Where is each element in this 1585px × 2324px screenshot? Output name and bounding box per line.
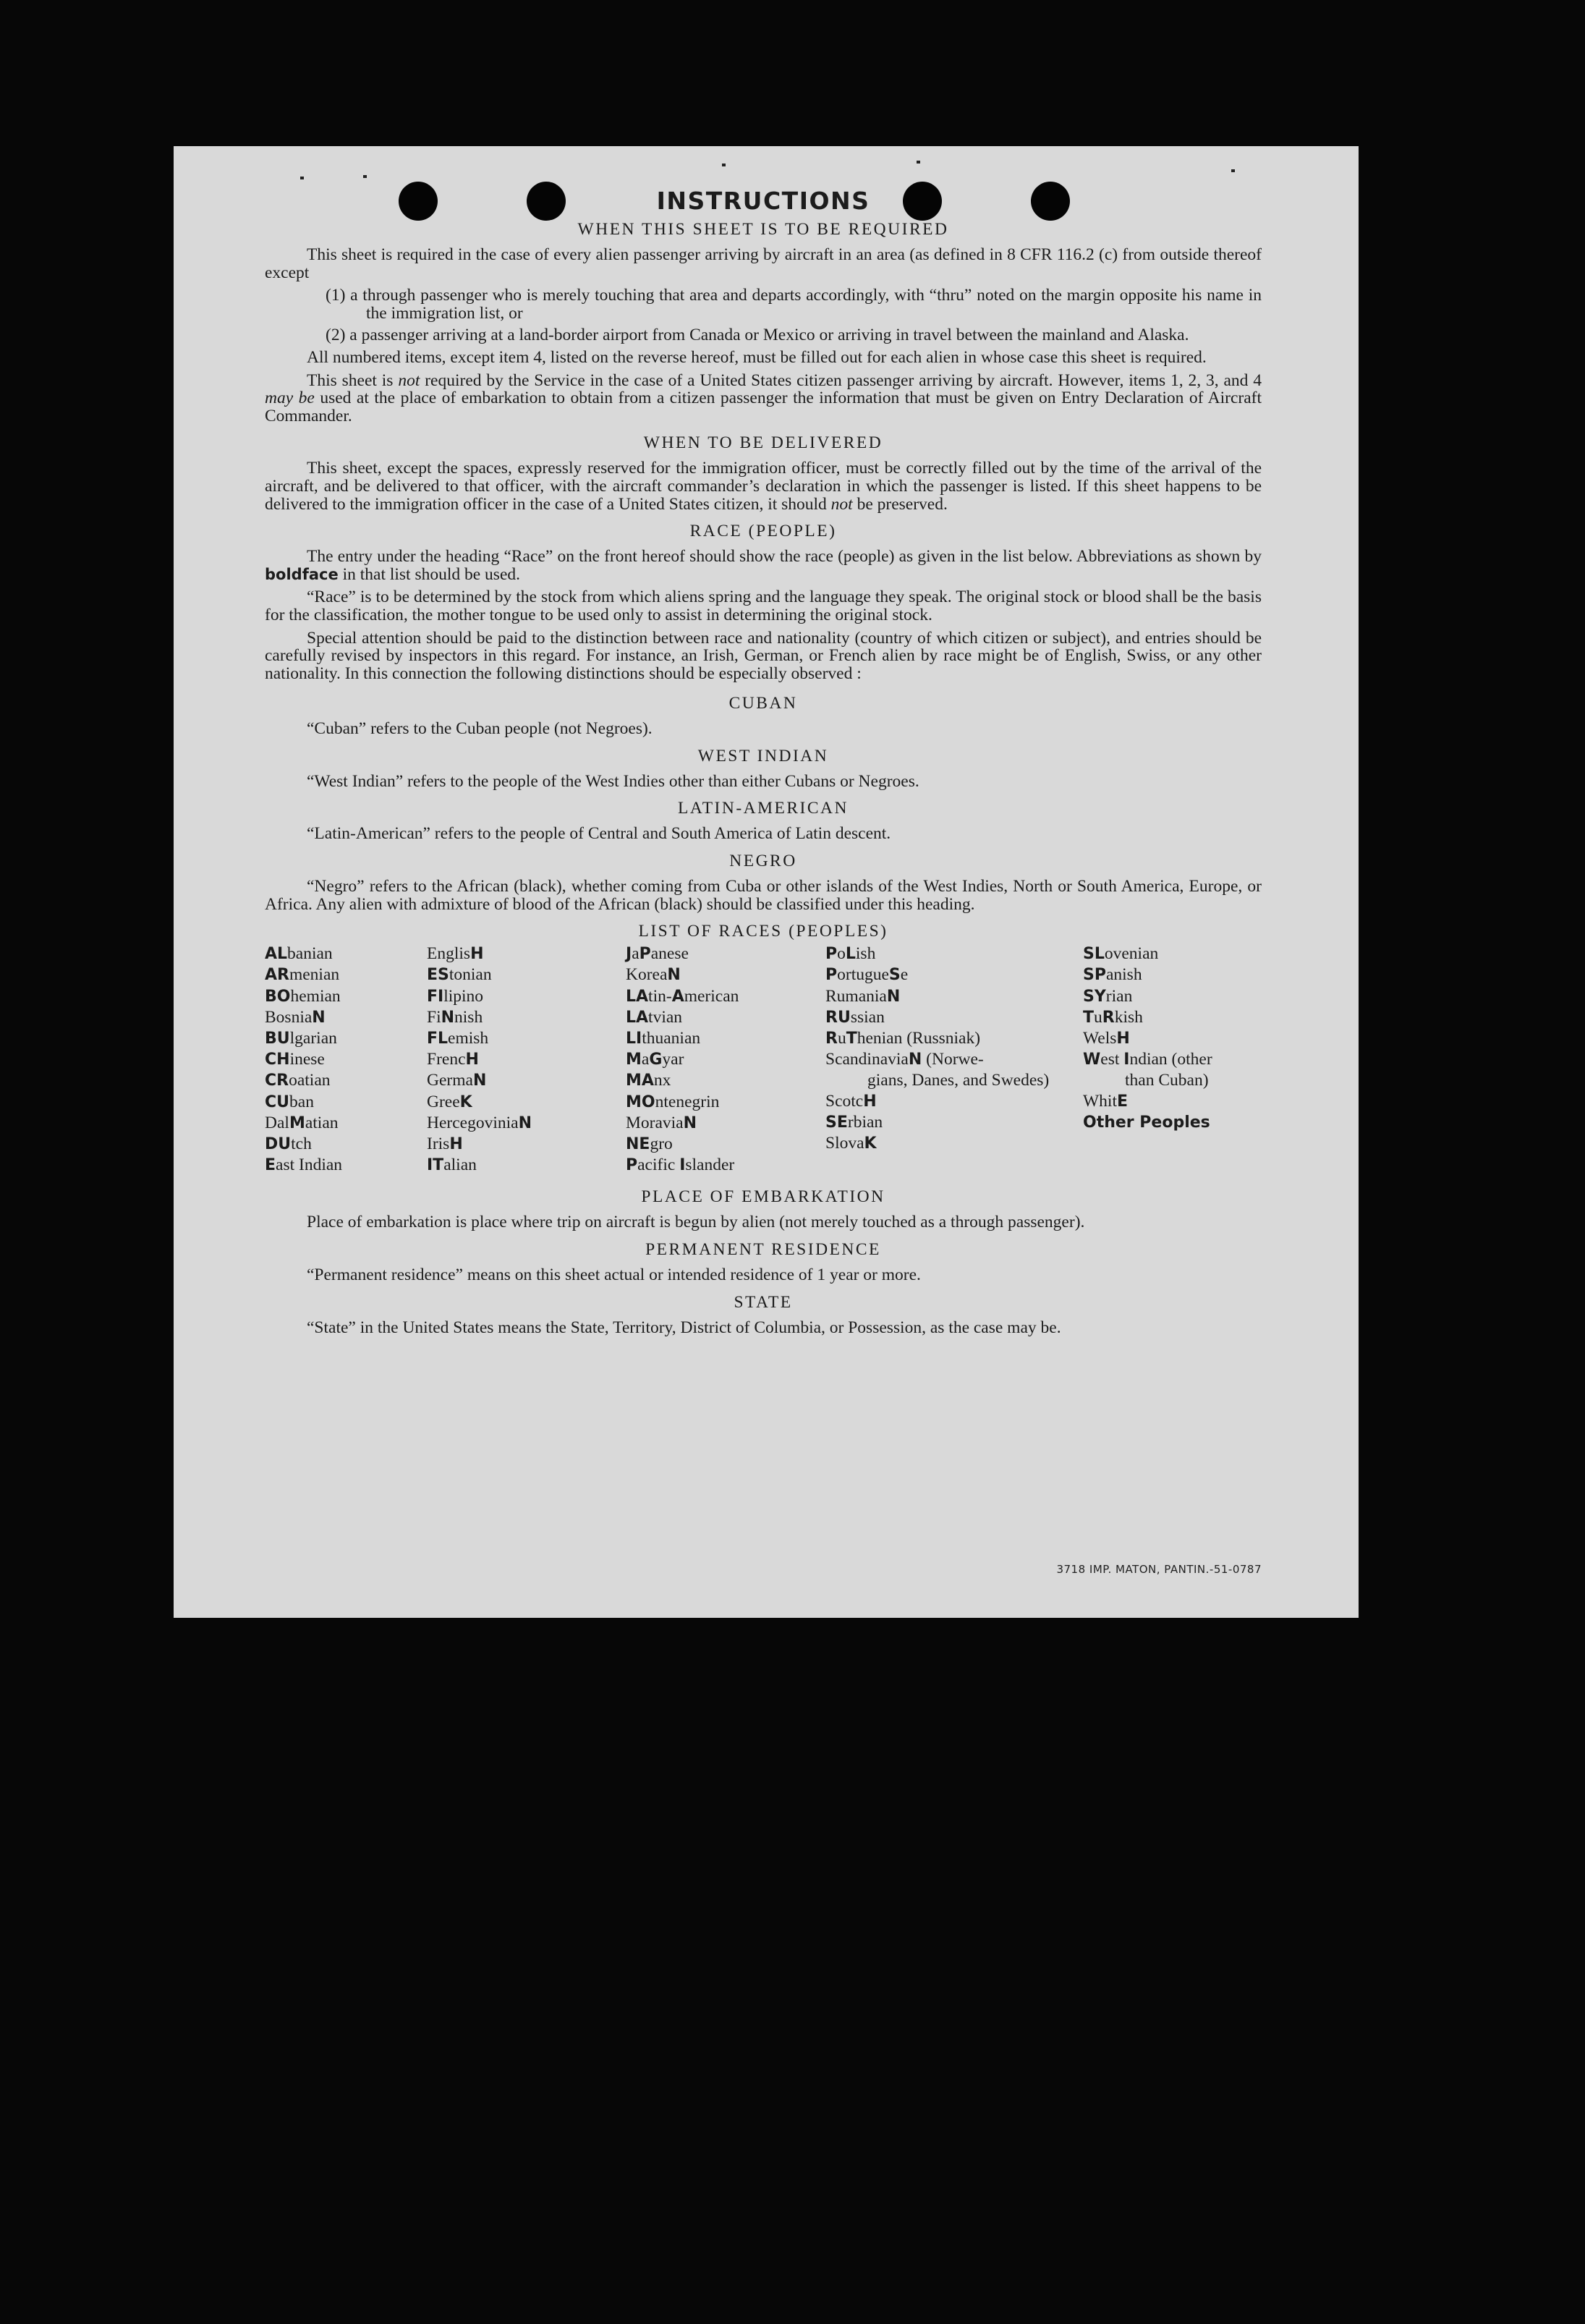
- race-entry: Other Peoples: [1083, 1113, 1210, 1132]
- race-entry: ITalian: [427, 1155, 477, 1175]
- paragraph: “Race” is to be determined by the stock from which aliens spring and the language they speak. The original stock or blood shall be the basis for the classification, the mother tongue to be used only to assist in determining the original stock.: [265, 588, 1262, 624]
- print-speck: [1231, 169, 1235, 172]
- race-entry: GreeK: [427, 1092, 472, 1111]
- race-entry: TuRkish: [1083, 1007, 1143, 1027]
- race-entry: MAnx: [626, 1071, 671, 1090]
- paragraph: “Permanent residence” means on this sheet actual or intended residence of 1 year or more.: [307, 1265, 921, 1285]
- race-entry: BosniaN: [265, 1007, 326, 1027]
- races-column-4: [825, 943, 1083, 1176]
- race-entry: WelsH: [1083, 1029, 1130, 1048]
- race-entry: SPanish: [1083, 965, 1142, 985]
- heading-west-indian: WEST INDIAN: [697, 746, 829, 766]
- paragraph: Place of embarkation is place where trip on aircraft is begun by alien (not merely touched as a through passenger).: [307, 1213, 1085, 1232]
- race-entry: West Indian (other than Cuban): [1083, 1050, 1212, 1090]
- race-entry: FiNnish: [427, 1007, 483, 1027]
- race-entry: East Indian: [265, 1155, 343, 1175]
- paragraph: “State” in the United States means the State, Territory, District of Columbia, or Possession, as the case may be.: [307, 1318, 1061, 1337]
- race-entry: ALbanian: [265, 944, 333, 964]
- race-entry: IrisH: [427, 1135, 463, 1154]
- heading-cuban: CUBAN: [728, 694, 798, 713]
- page-title: INSTRUCTIONS: [656, 187, 870, 215]
- race-entry: ScotcH: [825, 1091, 877, 1111]
- race-entry: ARmenian: [265, 965, 340, 985]
- race-entry: WhitE: [1083, 1091, 1129, 1111]
- race-entry: LIthuanian: [626, 1029, 701, 1048]
- heading-permanent-residence: PERMANENT RESIDENCE: [645, 1240, 881, 1260]
- race-entry: EnglisH: [427, 944, 484, 964]
- race-entry: CHinese: [265, 1050, 325, 1069]
- race-entry: JaPanese: [626, 944, 689, 964]
- race-entry: FLemish: [427, 1029, 489, 1048]
- heading-negro: NEGRO: [729, 852, 797, 871]
- race-entry: RumaniaN: [825, 986, 901, 1006]
- print-speck: [722, 164, 726, 166]
- heading-when-required: WHEN THIS SHEET IS TO BE REQUIRED: [577, 220, 949, 239]
- race-entry: HercegoviniaN: [427, 1113, 532, 1132]
- race-entry: ScandinaviaN (Norwe- gians, Danes, and Swedes): [825, 1050, 1050, 1090]
- race-entry: FrencH: [427, 1050, 479, 1069]
- race-entry: MoraviaN: [626, 1113, 697, 1132]
- race-entry: MaGyar: [626, 1050, 684, 1069]
- print-speck: [363, 175, 367, 178]
- race-entry: BOhemian: [265, 986, 341, 1006]
- paragraph: Special attention should be paid to the distinction between race and nationality (country of which citizen or subject), and entries should be carefully revised by inspectors in this regard. For instance, an Irish, German, or French alien by race might be of English, Swiss, or any other nationality. In this connection the following distinctions should be especially observed :: [265, 628, 1262, 683]
- paragraph: “Latin-American” refers to the people of Central and South America of Latin descent.: [307, 824, 891, 844]
- heading-latin-american: LATIN-AMERICAN: [677, 799, 849, 818]
- races-column-1: [265, 943, 427, 1176]
- exception-item-2: (2) a passenger arriving at a land-border airport from Canada or Mexico or arriving in travel between the mainland and Alaska.: [326, 326, 1189, 345]
- race-entry: RUssian: [825, 1007, 885, 1027]
- print-speck: [300, 177, 304, 179]
- race-entry: Pacific Islander: [626, 1155, 735, 1175]
- paragraph: “West Indian” refers to the people of the West Indies other than either Cubans or Negroes.: [307, 771, 919, 791]
- race-entry: LAtvian: [626, 1007, 683, 1027]
- race-entry: BUlgarian: [265, 1029, 337, 1048]
- race-entry: DalMatian: [265, 1113, 339, 1132]
- race-entry: SlovaK: [825, 1134, 877, 1153]
- race-entry: KoreaN: [626, 965, 681, 985]
- races-list: [265, 943, 1262, 1176]
- race-entry: CRoatian: [265, 1071, 331, 1090]
- exception-item-1: (1) a through passenger who is merely touching that area and departs accordingly, with “thru” noted on the margin opposite his name in the immigration list, or: [326, 286, 1262, 323]
- race-entry: SErbian: [825, 1112, 883, 1132]
- race-entry: CUban: [265, 1092, 314, 1111]
- paragraph: This sheet is required in the case of every alien passenger arriving by aircraft in an area (as defined in 8 CFR 116.2 (c) from outside thereof except: [265, 245, 1262, 282]
- race-entry: GermaN: [427, 1071, 487, 1090]
- race-entry: SYrian: [1083, 986, 1133, 1006]
- race-entry: NEgro: [626, 1135, 673, 1154]
- paragraph: This sheet is not required by the Service in the case of a United States citizen passenger arriving by aircraft. However, items 1, 2, 3, and 4 may be used at the place of embarkation to obtain from a citizen passenger the information that must be given on Entry Declaration of Aircraft Commander.: [265, 370, 1262, 425]
- race-entry: PortugueSe: [825, 965, 909, 985]
- races-column-2: [427, 943, 626, 1176]
- races-column-5: [1083, 943, 1262, 1176]
- paragraph: All numbered items, except item 4, listed on the reverse hereof, must be filled out for each alien in whose case this sheet is required.: [307, 347, 1207, 367]
- race-entry: LAtin-American: [626, 986, 739, 1006]
- heading-state: STATE: [734, 1292, 793, 1312]
- race-entry: PoLish: [825, 944, 876, 964]
- paragraph: “Negro” refers to the African (black), whether coming from Cuba or other islands of the West Indies, North or South America, Europe, or Africa. Any alien with admixture of blood of the African (black) should be classified under this heading.: [265, 877, 1262, 914]
- instructions-body: [265, 185, 1262, 1341]
- paragraph: The entry under the heading “Race” on the front hereof should show the race (people) as given in the list below. Abbreviations as shown by boldface in that list should be used.: [265, 547, 1262, 584]
- race-entry: SLovenian: [1083, 944, 1159, 964]
- print-speck: [917, 161, 920, 164]
- paragraph: This sheet, except the spaces, expressly reserved for the immigration officer, must be correctly filled out by the time of the arrival of the aircraft, and be delivered to that officer, with the aircraft commander’s declaration in which the passenger is listed. If this sheet happens to be delivered to the immigration officer in the case of a United States citizen, it should not be preserved.: [265, 459, 1262, 514]
- race-entry: DUtch: [265, 1135, 312, 1154]
- paragraph: “Cuban” refers to the Cuban people (not Negroes).: [307, 719, 653, 739]
- heading-list-of-races: LIST OF RACES (PEOPLES): [638, 922, 888, 941]
- races-column-3: [626, 943, 825, 1176]
- heading-place-of-embarkation: PLACE OF EMBARKATION: [641, 1187, 885, 1207]
- race-entry: RuThenian (Russniak): [825, 1029, 981, 1048]
- race-entry: FIlipino: [427, 986, 484, 1006]
- race-entry: MOntenegrin: [626, 1092, 720, 1111]
- instruction-sheet: [174, 146, 1359, 1618]
- heading-when-delivered: WHEN TO BE DELIVERED: [643, 433, 883, 453]
- race-entry: EStonian: [427, 965, 492, 985]
- printer-mark: 3718 IMP. MATON, PANTIN.-51-0787: [1056, 1563, 1262, 1576]
- heading-race: RACE (PEOPLE): [689, 522, 837, 541]
